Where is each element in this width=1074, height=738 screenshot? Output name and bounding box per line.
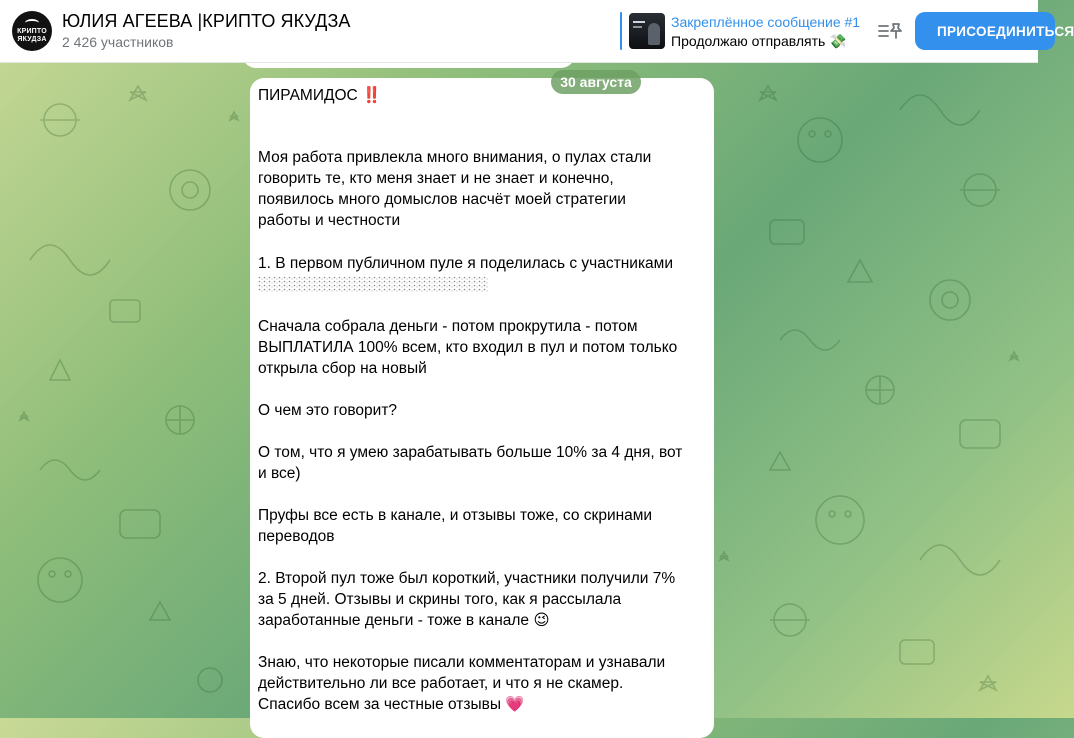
message-line: заработанные деньги - тоже в канале	[258, 612, 530, 629]
hidden-spoiler-text[interactable]	[258, 276, 488, 292]
chat-header	[0, 0, 1074, 63]
message-line: О чем это говорит?	[258, 402, 398, 419]
message-line: за 5 дней. Отзывы и скрины того, как я рассылала	[258, 591, 622, 608]
message-headline	[258, 86, 381, 106]
message-line: Моя работа привлекла много внимания, о пулах стали	[258, 149, 652, 166]
message-line-with-emoji	[258, 695, 525, 715]
channel-avatar[interactable]	[12, 11, 52, 51]
avatar-text-2: ЯКУДЗА	[17, 35, 47, 43]
channel-title[interactable]: ЮЛИЯ АГЕЕВА |КРИПТО ЯКУДЗА	[62, 11, 351, 31]
pinned-thumbnail	[629, 13, 665, 49]
message-line: переводов	[258, 528, 335, 545]
message-line: Знаю, что некоторые писали комментаторам и узнавали	[258, 654, 666, 671]
pinned-indicator-bar	[620, 12, 622, 50]
pinned-message[interactable]	[620, 10, 865, 52]
message-line: открыла сбор на новый	[258, 360, 427, 377]
join-button[interactable]: ПРИСОЕДИНИТЬСЯ	[915, 12, 1055, 50]
message-line: и все)	[258, 465, 301, 482]
wink-emoji: 😉	[533, 612, 550, 629]
message-line: О том, что я умею зарабатывать больше 10% за 4 дня, вот	[258, 444, 683, 461]
pinned-title: Закреплённое сообщение #1	[671, 14, 861, 30]
crypto-yakuza-logo	[25, 19, 39, 27]
avatar-text-1: КРИПТО	[17, 27, 47, 35]
pinned-list-icon[interactable]	[876, 18, 904, 44]
message-line-with-emoji	[258, 611, 550, 631]
message-line: действительно ли все работает, и что я не скамер.	[258, 675, 624, 692]
message-line: Пруфы все есть в канале, и отзывы тоже, со скринами	[258, 507, 653, 524]
message-line: ВЫПЛАТИЛА 100% всем, кто входил в пул и потом только	[258, 339, 678, 356]
message-line: говорить те, кто меня знает и не знает и конечно,	[258, 170, 614, 187]
pinned-text: Продолжаю отправлять 💸	[671, 33, 847, 49]
heart-emoji: 💗	[505, 696, 525, 713]
member-count: 2 426 участников	[62, 34, 174, 50]
message-line: работы и честности	[258, 212, 401, 229]
message-line: 1. В первом публичном пуле я поделилась с участниками	[258, 255, 673, 272]
message-line: Спасибо всем за честные отзывы	[258, 696, 502, 713]
headline-text: ПИРАМИДОС	[258, 87, 358, 104]
message-line: появилось много домыслов насчёт моей стратегии	[258, 191, 626, 208]
date-separator: 30 августа	[551, 70, 641, 94]
double-exclamation-emoji: ‼️	[362, 87, 382, 104]
message-line: 2. Второй пул тоже был короткий, участники получили 7%	[258, 570, 676, 587]
message-bubble[interactable]	[250, 78, 714, 738]
message-line: Сначала собрала деньги - потом прокрутила - потом	[258, 318, 638, 335]
